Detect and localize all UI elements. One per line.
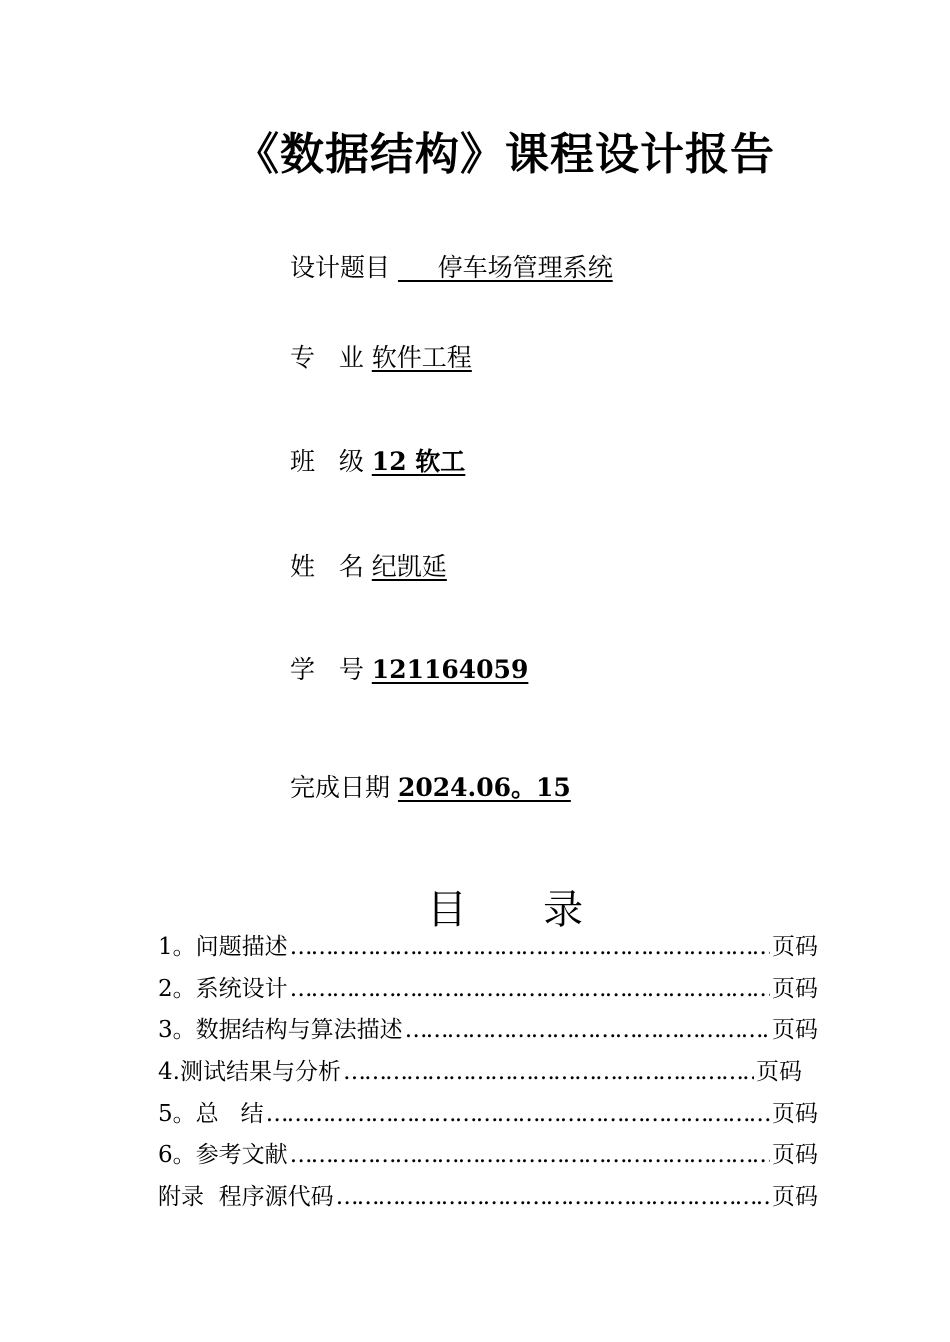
toc-leader-dots bbox=[290, 976, 770, 1002]
field-major bbox=[290, 338, 472, 374]
table-of-contents bbox=[158, 928, 818, 1220]
toc-item-label: 附录 程序源代码 bbox=[158, 1184, 334, 1211]
toc-leader-dots bbox=[336, 1184, 770, 1210]
field-label: 完成日期 bbox=[290, 773, 398, 802]
toc-item-label: 1。问题描述 bbox=[158, 934, 288, 960]
toc-item[interactable] bbox=[158, 1136, 818, 1178]
field-value: 纪凯延 bbox=[371, 552, 447, 581]
field-name bbox=[290, 547, 447, 583]
toc-item-page: 页码 bbox=[772, 1142, 818, 1169]
toc-item-page: 页码 bbox=[772, 934, 818, 960]
toc-item-page: 页码 bbox=[772, 1184, 818, 1211]
toc-item[interactable] bbox=[158, 1178, 818, 1220]
toc-item[interactable] bbox=[158, 928, 818, 970]
field-label: 学 号 bbox=[290, 655, 372, 684]
field-label: 设计题目 bbox=[290, 253, 398, 282]
toc-item-page: 页码 bbox=[772, 1100, 818, 1127]
toc-item-label: 3。数据结构与算法描述 bbox=[158, 1017, 403, 1044]
field-label: 姓 名 bbox=[290, 552, 372, 581]
toc-item-label: 2。系统设计 bbox=[158, 975, 288, 1002]
field-value: 软件工程 bbox=[371, 343, 472, 372]
toc-leader-dots bbox=[405, 1017, 770, 1043]
field-label: 专 业 bbox=[290, 343, 372, 372]
toc-item-page: 页码 bbox=[772, 1017, 818, 1044]
report-title: 《数据结构》课程设计报告 bbox=[235, 129, 775, 180]
toc-item[interactable] bbox=[158, 970, 818, 1012]
toc-item-label: 5。总 结 bbox=[158, 1100, 264, 1127]
toc-item-label: 4.测试结果与分析 bbox=[158, 1059, 341, 1086]
field-design-topic bbox=[290, 248, 613, 284]
toc-item[interactable] bbox=[158, 1095, 818, 1137]
toc-item[interactable] bbox=[158, 1053, 802, 1095]
toc-item-label: 6。参考文献 bbox=[158, 1142, 288, 1169]
field-class bbox=[290, 442, 465, 478]
toc-item-page: 页码 bbox=[772, 975, 818, 1002]
field-completion-date bbox=[290, 768, 571, 804]
toc-item-page: 页码 bbox=[756, 1059, 802, 1086]
toc-leader-dots bbox=[343, 1059, 754, 1085]
field-value: 12 软工 bbox=[371, 447, 466, 476]
field-value: 121164059 bbox=[371, 655, 529, 684]
field-value: 停车场管理系统 bbox=[397, 253, 613, 282]
field-student-id bbox=[290, 650, 528, 686]
toc-leader-dots bbox=[266, 1101, 770, 1127]
toc-leader-dots bbox=[290, 934, 770, 960]
field-value: 2024.06。15 bbox=[397, 773, 571, 802]
toc-item[interactable] bbox=[158, 1011, 818, 1053]
field-label: 班 级 bbox=[290, 447, 372, 476]
toc-leader-dots bbox=[290, 1142, 770, 1168]
toc-title: 目 录 bbox=[426, 887, 584, 933]
